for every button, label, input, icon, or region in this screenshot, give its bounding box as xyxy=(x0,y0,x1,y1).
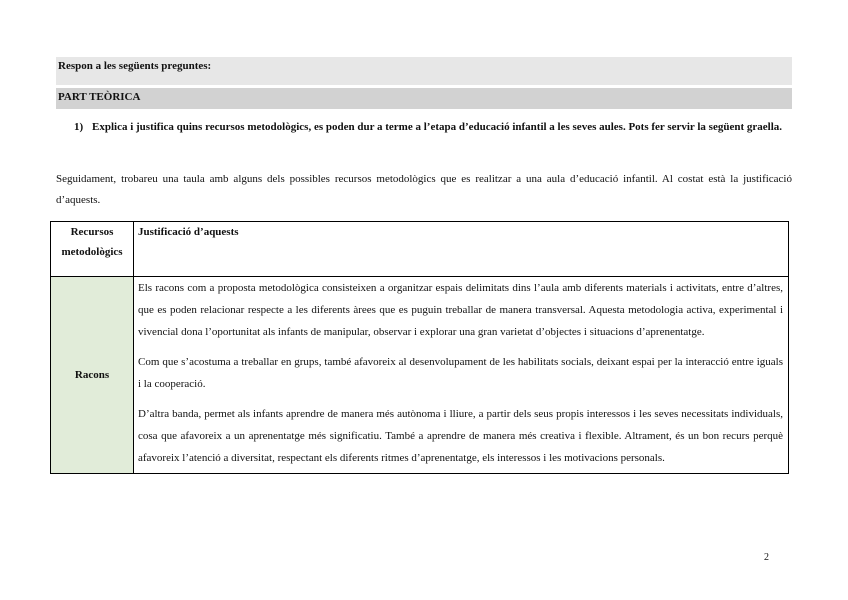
question-number: 1) xyxy=(74,121,84,133)
section-title-band xyxy=(56,88,792,109)
header-resources: Recursos metodològics xyxy=(51,222,134,277)
justification-paragraph: Com que s’acostuma a treballar en grups, també afavoreix al desenvolupament de les habilitats socials, deixant espai per la interacció entre iguals i la cooperació. xyxy=(138,356,783,390)
section-title: PART TEÒRICA xyxy=(58,91,141,103)
resource-name-cell: Racons xyxy=(51,277,134,474)
header-justification: Justificació d’aquests xyxy=(134,222,789,277)
instruction-band xyxy=(56,57,792,85)
instruction-text: Respon a les següents preguntes: xyxy=(58,60,212,72)
intro-paragraph: Seguidament, trobareu una taula amb alguns dels possibles recursos metodològics que es realitzar a una aula d’educació infantil. Al costat està la justificació d’aquests. xyxy=(56,173,792,206)
question-text: Explica i justifica quins recursos metodològics, es poden dur a terme a l’etapa d’educació infantil a les seves aules. Pots fer servir la següent graella. xyxy=(92,121,782,133)
page-number: 2 xyxy=(764,552,769,563)
resources-table xyxy=(50,221,789,474)
justification-paragraph: D’altra banda, permet als infants aprendre de manera més autònoma i lliure, a partir dels seus propis interessos i les seves necessitats individuals, cosa que afavoreix a un aprenentatge més significatiu. També a aprendre de manera més creativa i flexible. Altrament, és un bon recurs perquè afavoreix l’atenció a diversitat, respectant els diferents ritmes d’aprenentatge, els interessos i les motivacions personals. xyxy=(138,408,783,464)
justification-cell xyxy=(134,277,789,474)
table-row xyxy=(51,277,789,474)
table-header-row xyxy=(51,222,789,277)
question-1 xyxy=(74,117,792,138)
justification-paragraph: Els racons com a proposta metodològica consisteixen a organitzar espais delimitats dins l’aula amb diferents materials i activitats, entre d’altres, que es poden relacionar respecte a les diferents àrees que es puguin treballar de manera transversal. Aquesta metodologia activa, experimental i vivencial dona l’oportunitat als infants de manipular, observar i explorar una gran varietat d’objectes i situacions d’aprenentatge. xyxy=(138,282,783,338)
